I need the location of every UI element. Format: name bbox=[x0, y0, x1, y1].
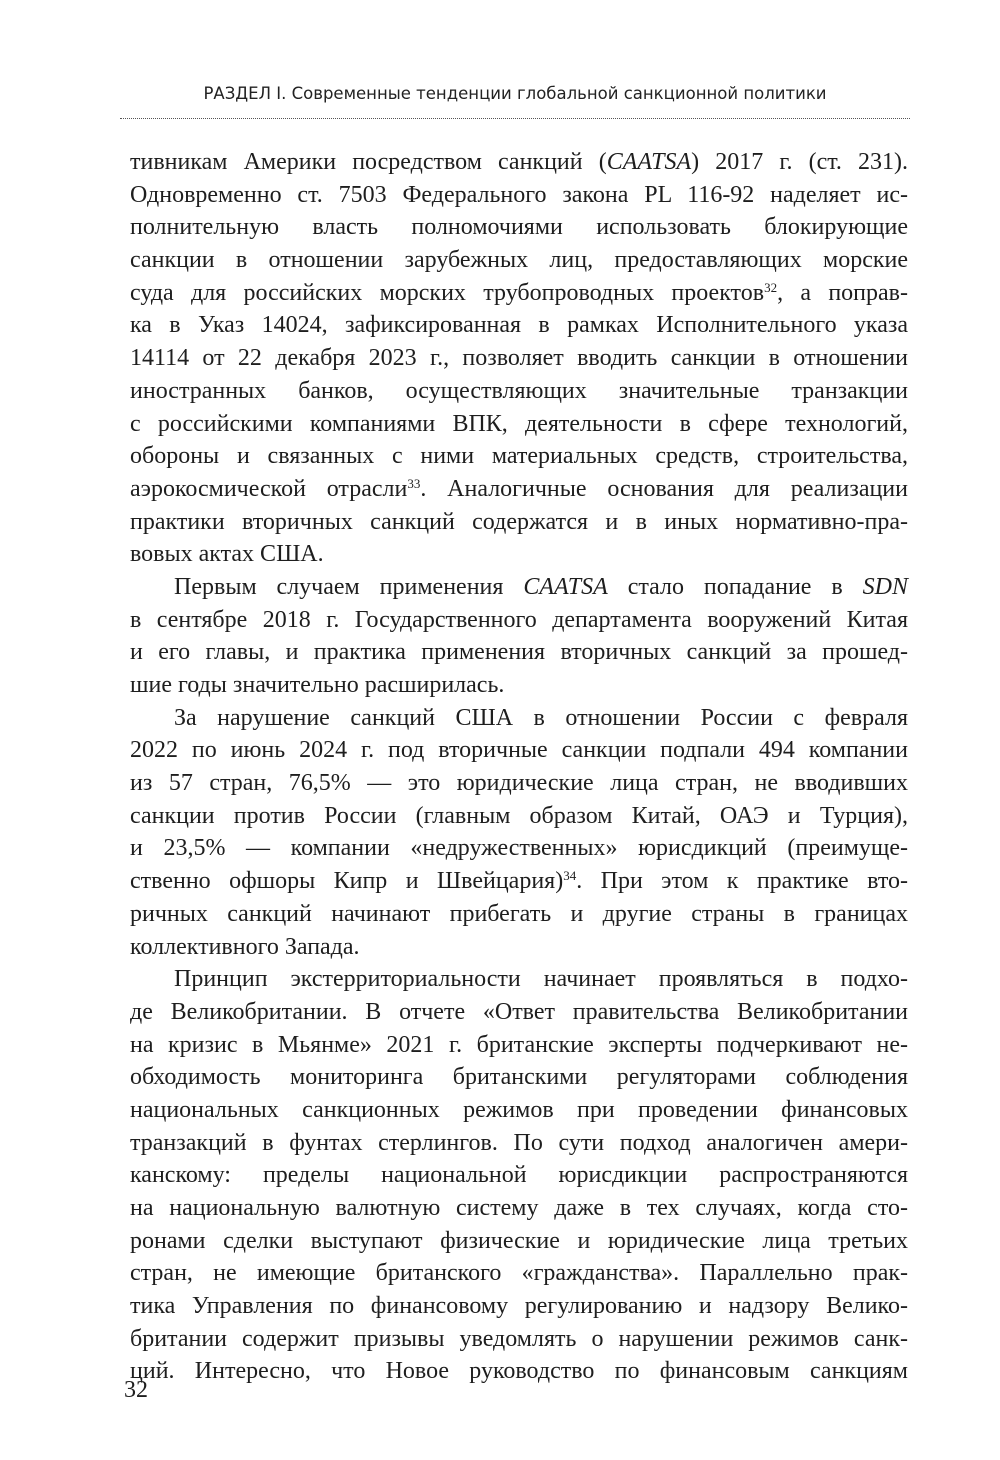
text-run: британии содержит призывы уведомлять о нарушении режимов санк- bbox=[130, 1325, 908, 1352]
text-run: в сентябре 2018 г. Государственного департамента вооружений Китая bbox=[130, 606, 908, 633]
text-run: ричных санкций начинают прибегать и другие страны в границах bbox=[130, 900, 908, 927]
text-run: За нарушение санкций США в отношении России с февраля bbox=[174, 704, 908, 731]
footnote-ref: 34 bbox=[563, 868, 577, 884]
text-line bbox=[130, 244, 908, 277]
text-run: на кризис в Мьянме» 2021 г. британские эксперты подчеркивают не- bbox=[130, 1031, 908, 1058]
text-run: ронами сделки выступают физические и юридические лица третьих bbox=[130, 1227, 908, 1254]
text-line bbox=[130, 1355, 908, 1388]
text-run: полнительную власть полномочиями использовать блокирующие bbox=[130, 214, 908, 241]
text-line bbox=[130, 1127, 908, 1160]
text-run: аэрокосмической отрасли bbox=[130, 475, 408, 502]
text-run: обороны и связанных с ними материальных средств, строительства, bbox=[130, 443, 908, 470]
text-line bbox=[130, 179, 908, 212]
body-text bbox=[130, 146, 908, 1388]
text-run: канскому: пределы национальной юрисдикции распространяются bbox=[130, 1162, 908, 1189]
text-run: стран, не имеющие британского «гражданства». Параллельно прак- bbox=[130, 1260, 908, 1287]
header-divider bbox=[120, 118, 910, 119]
text-run: ) 2017 г. (ст. 231). bbox=[691, 149, 908, 175]
text-run: с российскими компаниями ВПК, деятельности в сфере технологий, bbox=[130, 410, 908, 437]
text-line bbox=[130, 211, 908, 244]
text-line bbox=[130, 506, 908, 539]
text-run: транзакций в фунтах стерлингов. По сути подход аналогичен амери- bbox=[130, 1129, 908, 1156]
text-run: 14114 от 22 декабря 2023 г., позволяет вводить санкции в отношении bbox=[130, 345, 908, 372]
running-header: РАЗДЕЛ I. Современные тенденции глобальной санкционной политики bbox=[203, 84, 827, 103]
text-line bbox=[130, 931, 908, 964]
text-run: и 23,5% — компании «недружественных» юрисдикций (преимуще- bbox=[130, 835, 908, 862]
text-line bbox=[130, 1290, 908, 1323]
text-run: . Аналогичные основания для реализации bbox=[420, 475, 908, 502]
text-run: 2022 по июнь 2024 г. под вторичные санкции подпали 494 компании bbox=[130, 737, 908, 764]
text-line bbox=[130, 1061, 908, 1094]
text-run: шие годы значительно расширилась. bbox=[130, 672, 505, 698]
text-run: Одновременно ст. 7503 Федерального закона PL 116-92 наделяет ис- bbox=[130, 181, 908, 208]
text-run: тика Управления по финансовому регулированию и надзору Велико- bbox=[130, 1293, 908, 1320]
footnote-ref: 32 bbox=[764, 279, 778, 295]
text-line bbox=[130, 1323, 908, 1356]
text-line bbox=[130, 571, 908, 604]
text-line bbox=[130, 996, 908, 1029]
text-line bbox=[130, 440, 908, 473]
text-run: стало попадание в bbox=[607, 573, 863, 600]
text-line bbox=[130, 309, 908, 342]
text-run: иностранных банков, осуществляющих значительные транзакции bbox=[130, 377, 908, 404]
text-line bbox=[130, 1029, 908, 1062]
text-line bbox=[130, 1192, 908, 1225]
text-run: ственно офшоры Кипр и Швейцария) bbox=[130, 868, 564, 895]
text-line bbox=[130, 604, 908, 637]
text-run: Первым случаем применения bbox=[174, 573, 524, 600]
text-line bbox=[130, 865, 908, 898]
italic-term: SDN bbox=[862, 573, 908, 600]
text-line bbox=[130, 1094, 908, 1127]
text-run: и его главы, и практика применения вторичных санкций за прошед- bbox=[130, 639, 908, 666]
text-run: санкции в отношении зарубежных лиц, предоставляющих морские bbox=[130, 247, 908, 274]
footnote-ref: 33 bbox=[407, 476, 421, 492]
italic-term: CAATSA bbox=[606, 149, 692, 175]
text-run: коллективного Запада. bbox=[130, 933, 360, 960]
page-number: 32 bbox=[124, 1377, 148, 1403]
text-run: санкции против России (главным образом Китай, ОАЭ и Турция), bbox=[130, 802, 908, 829]
text-run: ций. Интересно, что Новое руководство по финансовым санкциям bbox=[130, 1358, 908, 1385]
text-run: Принцип экстерриториальности начинает проявляться в подхо- bbox=[174, 966, 908, 993]
text-line bbox=[130, 898, 908, 931]
text-line bbox=[130, 734, 908, 767]
text-run: на национальную валютную систему даже в тех случаях, когда сто- bbox=[130, 1195, 908, 1221]
text-line bbox=[130, 408, 908, 441]
text-line bbox=[130, 963, 908, 996]
text-line bbox=[130, 342, 908, 375]
text-line bbox=[130, 669, 908, 702]
text-run: . При этом к практике вто- bbox=[576, 868, 909, 895]
text-run: практики вторичных санкций содержатся и в иных нормативно-пра- bbox=[130, 508, 908, 535]
text-line bbox=[130, 538, 908, 571]
text-line bbox=[130, 277, 908, 310]
text-line bbox=[130, 375, 908, 408]
text-line bbox=[130, 832, 908, 865]
text-run: тивникам Америки посредством санкций ( bbox=[130, 149, 607, 175]
text-run: национальных санкционных режимов при проведении финансовых bbox=[130, 1096, 908, 1123]
text-line bbox=[130, 1257, 908, 1290]
text-line bbox=[130, 767, 908, 800]
italic-term: CAATSA bbox=[523, 573, 608, 600]
text-line bbox=[130, 1225, 908, 1258]
text-run: , а поправ- bbox=[777, 279, 908, 306]
text-run: обходимость мониторинга британскими регуляторами соблюдения bbox=[130, 1064, 908, 1091]
text-line bbox=[130, 473, 908, 506]
text-line bbox=[130, 702, 908, 735]
text-line bbox=[130, 636, 908, 669]
text-line bbox=[130, 1159, 908, 1192]
text-line bbox=[130, 800, 908, 833]
text-run: суда для российских морских трубопроводных проектов bbox=[130, 279, 765, 306]
text-run: де Великобритании. В отчете «Ответ правительства Великобритании bbox=[130, 998, 908, 1025]
text-run: вовых актах США. bbox=[130, 541, 324, 568]
text-run: ка в Указ 14024, зафиксированная в рамках Исполнительного указа bbox=[130, 312, 908, 339]
text-line bbox=[130, 146, 908, 179]
text-run: из 57 стран, 76,5% — это юридические лица стран, не вводивших bbox=[130, 770, 908, 797]
